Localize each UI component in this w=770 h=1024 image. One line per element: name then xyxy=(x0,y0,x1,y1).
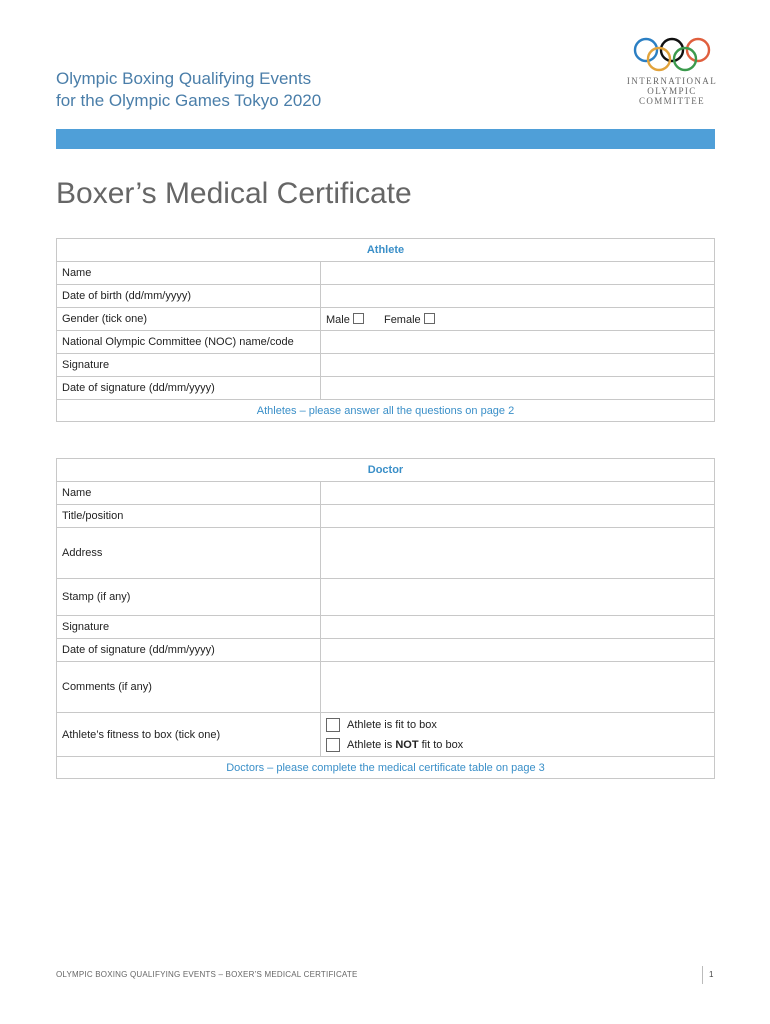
doctor-sig-date-label: Date of signature (dd/mm/yyyy) xyxy=(57,639,321,662)
ioc-line1: INTERNATIONAL xyxy=(626,76,718,86)
ioc-line3: COMMITTEE xyxy=(638,96,706,106)
doctor-signature-field[interactable] xyxy=(321,616,715,639)
not-fit-checkbox[interactable] xyxy=(326,738,340,752)
gender-male-label: Male xyxy=(326,313,350,326)
doctor-comments-field[interactable] xyxy=(321,662,715,713)
not-fit-prefix: Athlete is xyxy=(347,738,396,751)
event-title-line1: Olympic Boxing Qualifying Events xyxy=(56,69,312,88)
athlete-sig-date-field[interactable] xyxy=(321,377,715,400)
not-fit-suffix: fit to box xyxy=(418,738,464,751)
doctor-stamp-field[interactable] xyxy=(321,579,715,616)
athlete-signature-label: Signature xyxy=(57,354,321,377)
athlete-noc-label: National Olympic Committee (NOC) name/code xyxy=(57,331,321,354)
header-accent-bar xyxy=(56,129,715,149)
fit-label: Athlete is fit to box xyxy=(347,718,437,731)
doctor-address-field[interactable] xyxy=(321,528,715,579)
athlete-dob-field[interactable] xyxy=(321,285,715,308)
footer-text: OLYMPIC BOXING QUALIFYING EVENTS – BOXER’S MEDICAL CERTIFICATE xyxy=(56,970,358,979)
athlete-signature-field[interactable] xyxy=(321,354,715,377)
ioc-wordmark xyxy=(624,76,720,106)
doctor-title-label: Title/position xyxy=(57,505,321,528)
athlete-noc-field[interactable] xyxy=(321,331,715,354)
athlete-name-label: Name xyxy=(57,262,321,285)
doctor-signature-label: Signature xyxy=(57,616,321,639)
doctor-sig-date-field[interactable] xyxy=(321,639,715,662)
doctor-stamp-label: Stamp (if any) xyxy=(57,579,321,616)
document-title: Boxer’s Medical Certificate xyxy=(56,177,412,210)
doctor-title-field[interactable] xyxy=(321,505,715,528)
athlete-dob-label: Date of birth (dd/mm/yyyy) xyxy=(57,285,321,308)
olympic-rings-icon xyxy=(632,36,712,72)
page-number: 1 xyxy=(709,970,714,979)
fit-checkbox[interactable] xyxy=(326,718,340,732)
event-title xyxy=(56,68,321,112)
athlete-name-field[interactable] xyxy=(321,262,715,285)
doctor-note: Doctors – please complete the medical certificate table on page 3 xyxy=(57,757,715,779)
footer-divider xyxy=(702,966,703,984)
doctor-name-field[interactable] xyxy=(321,482,715,505)
athlete-sig-date-label: Date of signature (dd/mm/yyyy) xyxy=(57,377,321,400)
gender-male-checkbox[interactable] xyxy=(353,313,364,324)
gender-female-checkbox[interactable] xyxy=(424,313,435,324)
fitness-option-fit xyxy=(326,715,709,735)
doctor-table xyxy=(56,458,715,779)
athlete-note: Athletes – please answer all the questions on page 2 xyxy=(57,400,715,422)
doctor-fitness-label: Athlete’s fitness to box (tick one) xyxy=(57,713,321,757)
athlete-gender-label: Gender (tick one) xyxy=(57,308,321,331)
doctor-address-label: Address xyxy=(57,528,321,579)
athlete-heading: Athlete xyxy=(57,239,715,262)
not-fit-label xyxy=(347,739,463,751)
gender-female-label: Female xyxy=(383,313,421,326)
ioc-line2: OLYMPIC xyxy=(647,86,697,96)
doctor-comments-label: Comments (if any) xyxy=(57,662,321,713)
ioc-logo xyxy=(624,36,720,106)
athlete-gender-field xyxy=(321,308,715,331)
fitness-option-not-fit xyxy=(326,735,709,755)
not-fit-emphasis: NOT xyxy=(395,738,419,751)
doctor-name-label: Name xyxy=(57,482,321,505)
event-title-line2: for the Olympic Games Tokyo 2020 xyxy=(56,91,322,110)
doctor-heading: Doctor xyxy=(57,459,715,482)
doctor-fitness-field xyxy=(321,713,715,757)
athlete-table xyxy=(56,238,715,422)
